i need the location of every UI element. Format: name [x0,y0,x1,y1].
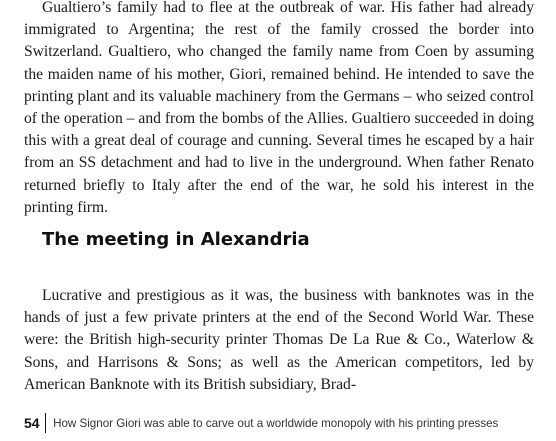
running-head: How Signor Giori was able to carve out a worldwide monopoly with his printing presses [53,416,499,430]
body-paragraph-family-flight: Gualtiero’s family had to flee at the outbreak of war. His father had already immigrated to Argentina; the rest of the family crossed the border into Switzerland. Gualtiero, who changed the family name from Coen by assuming the maiden name of his mother, Giori, remained behind. He intended to save the printing plant and its valuable machinery from the Germans – who seized control of the operation – and from the bombs of the Allies. Gualtiero succeeded in doing this with a great deal of courage and cunning. Several times he escaped by a hair from an SS detachment and had to live in the underground. When father Renato returned briefly to Italy after the end of the war, he sold his interest in the printing firm. [24,0,534,216]
footer-divider [45,413,47,433]
body-paragraph-banknote-business: Lucrative and prestigious as it was, the business with banknotes was in the hands of just a few private printers at the end of the Second World War. These were: the British high-security printer Thomas De La Rue & Co., Waterlow & Sons, and Harrisons & Sons; as well as the American competitors, led by American Banknote with its British subsidiary, Brad- [24,287,534,393]
page-footer [24,412,498,434]
page-number: 54 [24,415,40,431]
section-heading: The meeting in Alexandria [42,229,310,250]
